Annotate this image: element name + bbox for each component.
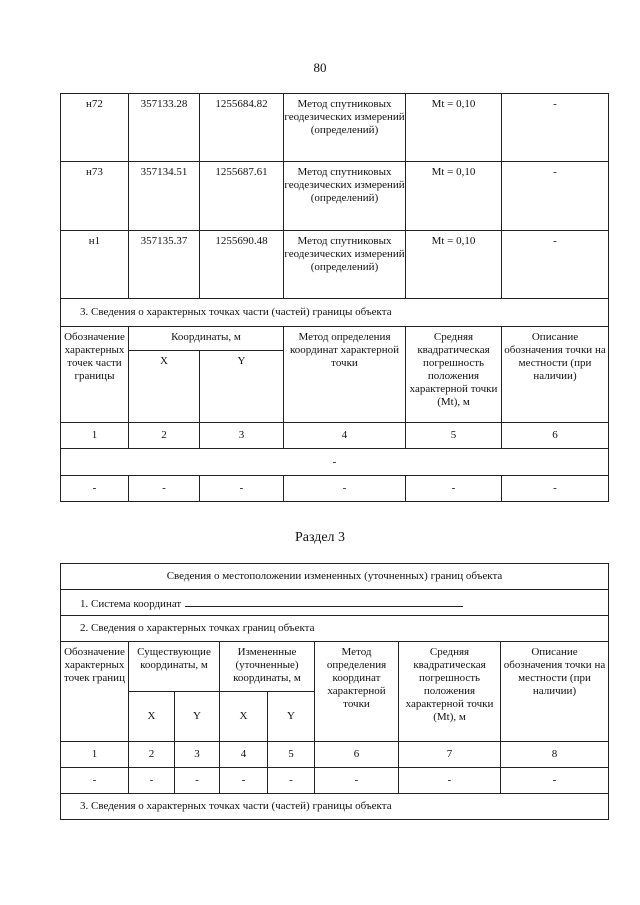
method-cell: Метод спутниковых геодезических измерений (определений)	[284, 231, 406, 299]
col-number: 3	[200, 423, 284, 449]
section-heading: Раздел 3	[294, 530, 346, 545]
empty-cell: -	[268, 768, 315, 794]
header-changed-x: X	[220, 692, 268, 742]
header-method: Метод определения координат характерной точки	[315, 642, 399, 742]
col-number: 7	[399, 742, 501, 768]
header-accuracy: Средняя квадратическая погрешность положения характерной точки (Mt), м	[399, 642, 501, 742]
coord-x: 357134.51	[129, 162, 200, 231]
method-cell: Метод спутниковых геодезических измерений (определений)	[284, 94, 406, 162]
changed-boundaries-table	[60, 563, 609, 820]
col-number: 4	[284, 423, 406, 449]
header-changed-y: Y	[268, 692, 315, 742]
header-description: Описание обозначения точки на местности (при наличии)	[501, 642, 609, 742]
header-point: Обозначение характерных точек части границы	[61, 327, 129, 423]
header-accuracy: Средняя квадратическая погрешность положения характерной точки (Mt), м	[406, 327, 502, 423]
header-existing-coords: Существующие координаты, м	[129, 642, 220, 692]
description-cell: -	[502, 94, 609, 162]
coord-system-label: 1. Система координат	[80, 597, 182, 610]
empty-cell: -	[406, 476, 502, 502]
table-row	[61, 794, 609, 820]
section3-part3-title: 3. Сведения о характерных точках части (частей) границы объекта	[61, 794, 609, 820]
col-number: 4	[220, 742, 268, 768]
section-part3-title: 3. Сведения о характерных точках части (частей) границы объекта	[61, 299, 609, 327]
coord-y: 1255687.61	[200, 162, 284, 231]
table-header-row	[61, 642, 609, 692]
coord-system-row	[61, 590, 609, 616]
col-number: 5	[406, 423, 502, 449]
section3-part2-title: 2. Сведения о характерных точках границ объекта	[61, 616, 609, 642]
empty-cell: -	[501, 768, 609, 794]
col-number: 3	[175, 742, 220, 768]
col-number: 1	[61, 423, 129, 449]
empty-cell: -	[399, 768, 501, 794]
column-number-row	[61, 423, 609, 449]
empty-cell: -	[502, 476, 609, 502]
boundary-points-table	[60, 93, 609, 502]
header-existing-y: Y	[175, 692, 220, 742]
empty-cell: -	[284, 476, 406, 502]
empty-cell: -	[175, 768, 220, 794]
header-point: Обозначение характерных точек границ	[61, 642, 129, 742]
header-changed-coords: Измененные (уточненные) координаты, м	[220, 642, 315, 692]
accuracy-cell: Mt = 0,10	[406, 94, 502, 162]
method-cell: Метод спутниковых геодезических измерений (определений)	[284, 162, 406, 231]
empty-cell: -	[61, 768, 129, 794]
table-row	[61, 616, 609, 642]
coord-y: 1255684.82	[200, 94, 284, 162]
empty-cell: -	[315, 768, 399, 794]
table-row	[61, 768, 609, 794]
coord-system-blank	[185, 595, 463, 607]
table-header-row	[61, 327, 609, 351]
header-method: Метод определения координат характерной точки	[284, 327, 406, 423]
col-number: 8	[501, 742, 609, 768]
accuracy-cell: Mt = 0,10	[406, 162, 502, 231]
empty-cell: -	[200, 476, 284, 502]
point-label: н72	[61, 94, 129, 162]
description-cell: -	[502, 162, 609, 231]
table-row	[61, 94, 609, 162]
coord-x: 357133.28	[129, 94, 200, 162]
section3-title: Сведения о местоположении измененных (уточненных) границ объекта	[61, 564, 609, 590]
header-y: Y	[200, 351, 284, 423]
page-number: 80	[313, 60, 327, 75]
table-row	[61, 162, 609, 231]
table-row	[61, 590, 609, 616]
point-label: н1	[61, 231, 129, 299]
coord-x: 357135.37	[129, 231, 200, 299]
table-row	[61, 231, 609, 299]
table-row	[61, 449, 609, 476]
header-x: X	[129, 351, 200, 423]
empty-cell: -	[129, 768, 175, 794]
coord-y: 1255690.48	[200, 231, 284, 299]
col-number: 2	[129, 423, 200, 449]
header-description: Описание обозначения точки на местности (при наличии)	[502, 327, 609, 423]
empty-cell: -	[61, 476, 129, 502]
table-row	[61, 299, 609, 327]
column-number-row	[61, 742, 609, 768]
table-row	[61, 476, 609, 502]
table-row	[61, 564, 609, 590]
point-label: н73	[61, 162, 129, 231]
empty-span-cell: -	[61, 449, 609, 476]
description-cell: -	[502, 231, 609, 299]
header-existing-x: X	[129, 692, 175, 742]
col-number: 2	[129, 742, 175, 768]
empty-cell: -	[129, 476, 200, 502]
col-number: 5	[268, 742, 315, 768]
col-number: 6	[315, 742, 399, 768]
col-number: 6	[502, 423, 609, 449]
col-number: 1	[61, 742, 129, 768]
empty-cell: -	[220, 768, 268, 794]
accuracy-cell: Mt = 0,10	[406, 231, 502, 299]
header-coords: Координаты, м	[129, 327, 284, 351]
